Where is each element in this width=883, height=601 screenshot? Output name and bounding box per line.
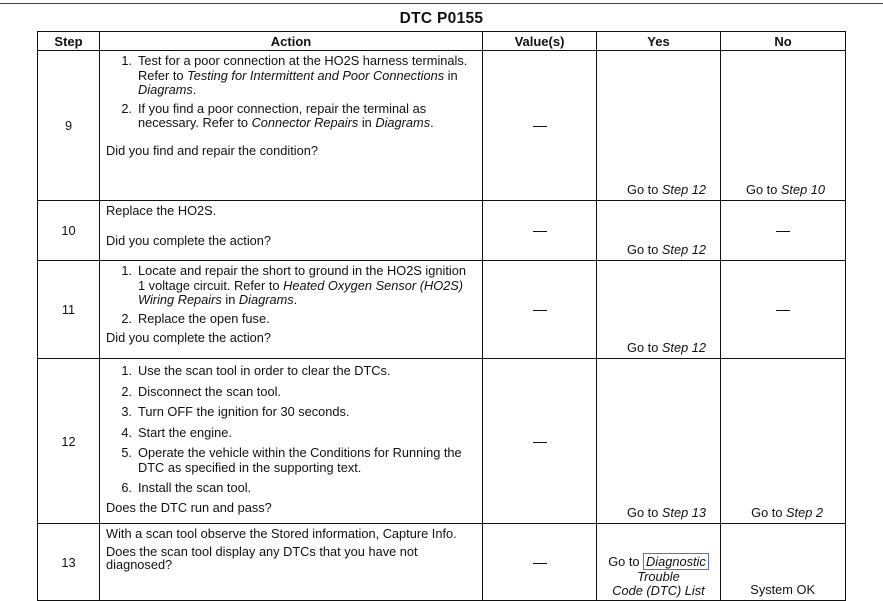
header-row — [38, 32, 846, 51]
step-number: 12 — [38, 359, 100, 524]
action-cell — [100, 51, 483, 201]
dash-mark — [533, 563, 547, 564]
header-yes: Yes — [597, 32, 721, 51]
action-item: 2. Disconnect the scan tool. — [121, 383, 281, 399]
step-link[interactable]: Step 13 — [661, 505, 706, 520]
step-link[interactable]: Step 12 — [661, 340, 706, 355]
action-cell — [100, 359, 483, 524]
action-item: 2. If you find a poor connection, repair the terminal as necessary. Refer to Connector Repairs in Diagrams. — [121, 100, 434, 130]
action-text: Replace the HO2S. — [106, 203, 217, 218]
step-link[interactable]: Step 10 — [780, 182, 825, 197]
dash-mark — [776, 310, 790, 311]
header-no: No — [721, 32, 846, 51]
question: Did you complete the action? — [106, 330, 272, 345]
action-item: 2. Replace the open fuse. — [121, 310, 270, 326]
value-cell — [483, 51, 597, 201]
action-item: 4. Start the engine. — [121, 424, 232, 440]
top-rule — [0, 3, 883, 4]
no-cell: System OK — [721, 524, 846, 601]
question: Does the DTC run and pass? — [106, 499, 272, 515]
step-number: 9 — [38, 51, 100, 201]
no-cell — [721, 261, 846, 359]
dash-mark — [533, 231, 547, 232]
question: Does the scan tool display any DTCs that you have not diagnosed? — [106, 543, 418, 572]
dash-mark — [776, 231, 790, 232]
action-item: 1. Use the scan tool in order to clear the DTCs. — [121, 363, 391, 378]
action-cell — [100, 201, 483, 261]
table-row — [38, 201, 846, 261]
value-cell — [483, 201, 597, 261]
step-link[interactable]: Step 12 — [661, 242, 706, 257]
yes-cell: Go to Diagnostic Trouble Code (DTC) List — [597, 524, 721, 601]
yes-cell: Go to Step 12 — [597, 201, 721, 261]
yes-cell: Go to Step 13 — [597, 359, 721, 524]
step-number: 13 — [38, 524, 100, 601]
value-cell — [483, 261, 597, 359]
table-row — [38, 359, 846, 524]
step-link[interactable]: Step 2 — [786, 505, 823, 520]
step-number: 10 — [38, 201, 100, 261]
header-values: Value(s) — [483, 32, 597, 51]
action-text: With a scan tool observe the Stored information, Capture Info. — [106, 526, 457, 541]
action-item: 1. Test for a poor connection at the HO2S harness terminals. Refer to Testing for Intermittent and Poor Connections in Diagrams. — [121, 53, 468, 97]
dash-mark — [533, 310, 547, 311]
action-cell — [100, 524, 483, 601]
diagnostic-table — [37, 31, 846, 601]
step-number: 11 — [38, 261, 100, 359]
dash-mark — [533, 442, 547, 443]
action-item: 3. Turn OFF the ignition for 30 seconds. — [121, 404, 350, 419]
action-item: 5. Operate the vehicle within the Conditions for Running the DTC as specified in the supporting text. — [121, 445, 462, 475]
dtc-list-link[interactable]: Diagnostic — [643, 553, 709, 570]
table-row — [38, 524, 846, 601]
yes-cell: Go to Step 12 — [597, 51, 721, 201]
header-step: Step — [38, 32, 100, 51]
question: Did you find and repair the condition? — [106, 142, 318, 158]
header-action: Action — [100, 32, 483, 51]
action-cell — [100, 261, 483, 359]
no-cell — [721, 201, 846, 261]
value-cell — [483, 524, 597, 601]
value-cell — [483, 359, 597, 524]
table-row — [38, 51, 846, 201]
step-link[interactable]: Step 12 — [661, 182, 706, 197]
no-cell: Go to Step 10 — [721, 51, 846, 201]
action-item: 1. Locate and repair the short to ground in the HO2S ignition 1 voltage circuit. Refer to Heated Oxygen Sensor (HO2S) Wiring Repairs in Diagrams. — [121, 263, 466, 307]
no-cell: Go to Step 2 — [721, 359, 846, 524]
yes-cell: Go to Step 12 — [597, 261, 721, 359]
page-title: DTC P0155 — [399, 10, 484, 27]
table-row — [38, 261, 846, 359]
action-item: 6. Install the scan tool. — [121, 480, 252, 495]
dash-mark — [533, 126, 547, 127]
question: Did you complete the action? — [106, 232, 272, 248]
